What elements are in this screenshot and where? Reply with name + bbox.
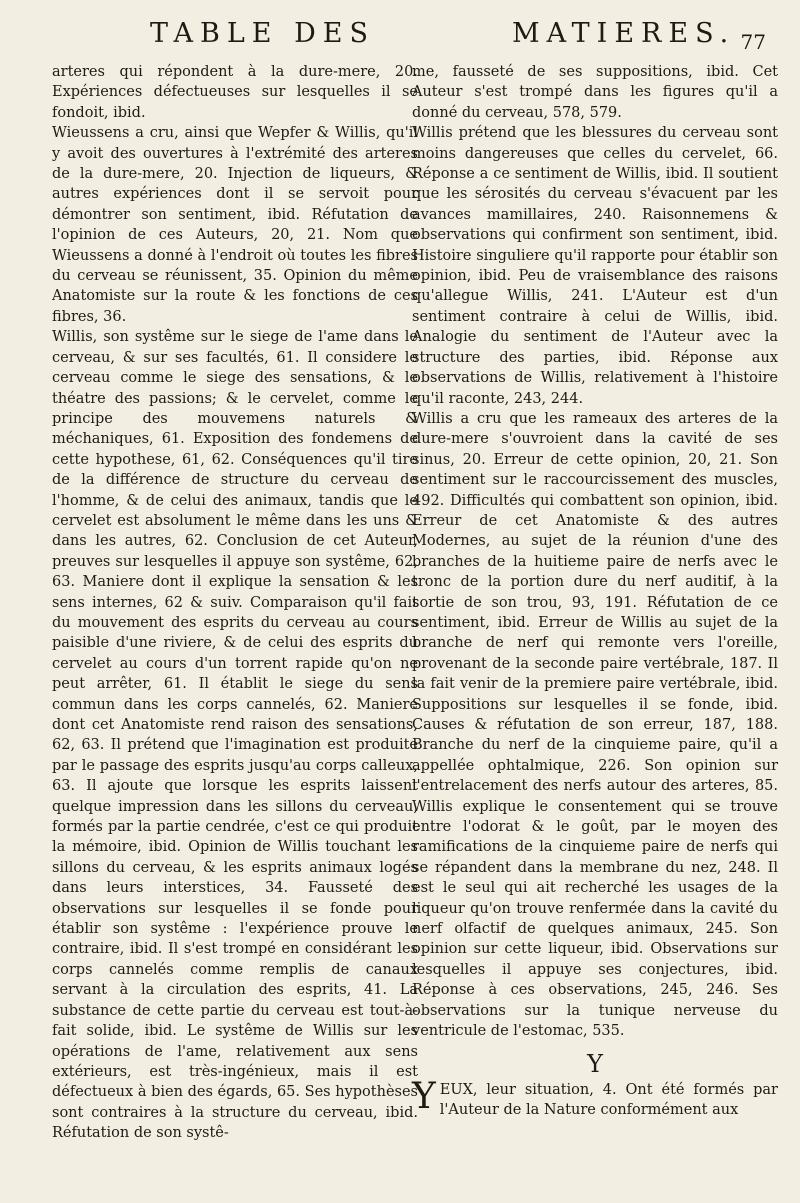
- header-right: MATIERES.: [512, 18, 736, 49]
- left-column: [52, 62, 418, 1144]
- index-entry: Willis a cru que les rameaux des arteres de la dure-mere s'ouvroient dans la cavité de ses sinus, 20. Erreur de cette opinion, 20, 21. Son sentiment sur le raccourcissement des muscles, 492. Difficultés qui combattent son opinion, ibid. Erreur de cet Anatomiste & des autres Modernes, au sujet de la réunion d'une des branches de la huitieme paire de nerfs avec le tronc de la portion dure du nerf auditif, à la sortie de son trou, 93, 191. Réfutation de ce sentiment, ibid. Erreur de Willis au sujet de la branche de nerf qui remonte vers l'oreille, provenant de la seconde paire vertébrale, 187. Il la fait venir de la premiere paire vertébrale, ibid. Suppositions sur lesquelles il se fonde, ibid. Causes & réfutation de son erreur, 187, 188. Branche du nerf de la cinquieme paire, qu'il a appellée ophtalmique, 226. Son opinion sur l'entrelacement des nerfs autour des arteres, 85. Willis explique le consentement qui se trouve entre l'odorat & le goût, par le moyen des ramifications de la cinquieme paire de nerfs qui se répandent dans la membrane du nez, 248. Il est le seul qui ait recherché les usages de la liqueur qu'on trouve renfermée dans la cavité du nerf olfactif de quelques animaux, 245. Son opinion sur cette liqueur, ibid. Observations sur lesquelles il appuye ses conjectures, ibid. Réponse à ces observations, 245, 246. Ses observations sur la tunique nerveuse du ventricule de l'estomac, 535.: [412, 410, 778, 1040]
- index-entry: Willis, son systême sur le siege de l'ame dans le cerveau, & sur ses facultés, 61. Il considere le cerveau comme le siege des sensations, & le théatre des passions; & le cervelet, comme le principe des mouvemens naturels & méchaniques, 61. Exposition des fondemens de cette hypothese, 61, 62. Conséquences qu'il tire de la différence de structure du cerveau de l'homme, & de celui des animaux, tandis que le cervelet est absolument le même dans les uns & dans les autres, 62. Conclusion de cet Auteur, preuves sur lesquelles il appuye son systême, 62, 63. Maniere dont il explique la sensation & les sens internes, 62 & suiv. Comparaison qu'il fait du mouvement des esprits du cerveau au cours paisible d'une riviere, & de celui des esprits du cervelet au cours d'un torrent rapide qu'on ne peut arrêter, 61. Il établit le siege du sens commun dans les corps cannelés, 62. Maniere dont cet Anatomiste rend raison des sensations, 62, 63. Il prétend que l'imagination est produite par le passage des esprits jusqu'au corps calleux, 63. Il ajoute que lorsque les esprits laissent quelque impression dans les sillons du cerveau, formés par la partie cendrée, c'est ce qui produit la mémoire, ibid. Opinion de Willis touchant les sillons du cerveau, & les esprits animaux logés dans leurs interstices, 34. Fausseté des observations sur lesquelles il se fonde pour établir son systême : l'expérience prouve le contraire, ibid. Il s'est trompé en considérant les corps cannelés comme remplis de canaux servant à la circulation des esprits, 41. La substance de cette partie du cerveau est tout-à-fait solide, ibid. Le systême de Willis sur les opérations de l'ame, relativement aux sens extérieurs, est très-ingénieux, mais il est défectueux à bien des égards, 65. Ses hypothèses sont contraires à la structure du cerveau, ibid. Réfutation de son systê-: [52, 329, 418, 1142]
- header-left: TABLE DES: [150, 18, 375, 49]
- right-column: [412, 62, 778, 1121]
- running-header: [150, 18, 780, 58]
- index-entry: me, fausseté de ses suppositions, ibid. Cet Auteur s'est trompé dans les figures qu'il a donné du cerveau, 578, 579.: [412, 64, 778, 121]
- index-entry: Willis prétend que les blessures du cerveau sont moins dangereuses que celles du cervelet, 66. Réponse a ce sentiment de Willis, ibid. Il soutient que les sérosités du cerveau s'évacuent par les avances mamillaires, 240. Raisonnemens & observations qui confirment son sentiment, ibid. Histoire singuliere qu'il rapporte pour établir son opinion, ibid. Peu de vraisemblance des raisons qu'allegue Willis, 241. L'Auteur est d'un sentiment contraire à celui de Willis, ibid. Analogie du sentiment de l'Auteur avec la structure des parties, ibid. Réponse aux observations de Willis, relativement à l'histoire qu'il raconte, 243, 244.: [412, 125, 778, 407]
- section-letter: Y: [587, 1049, 603, 1078]
- drop-capital: Y: [412, 1075, 436, 1117]
- index-entry-y: [412, 1075, 778, 1121]
- index-entry-text: EUX, leur situation, 4. Ont été formés par l'Auteur de la Nature conformément aux: [439, 1081, 778, 1119]
- index-entry: Wieussens a cru, ainsi que Wepfer & Willis, qu'il y avoit des ouvertures à l'extrémité des arteres de la dure-mere, 20. Injection de liqueurs, & autres expériences dont il se servoit pour démontrer son sentiment, ibid. Réfutation de l'opinion de ces Auteurs, 20, 21. Nom que Wieussens a donné à l'endroit où toutes les fibres du cerveau se réunissent, 35. Opinion du même Anatomiste sur la route & les fonctions de ces fibres, 36.: [52, 125, 418, 325]
- page-number: 77: [740, 30, 766, 54]
- index-entry: arteres qui répondent à la dure-mere, 20. Expériences défectueuses sur lesquelles il se fondoit, ibid.: [52, 64, 418, 121]
